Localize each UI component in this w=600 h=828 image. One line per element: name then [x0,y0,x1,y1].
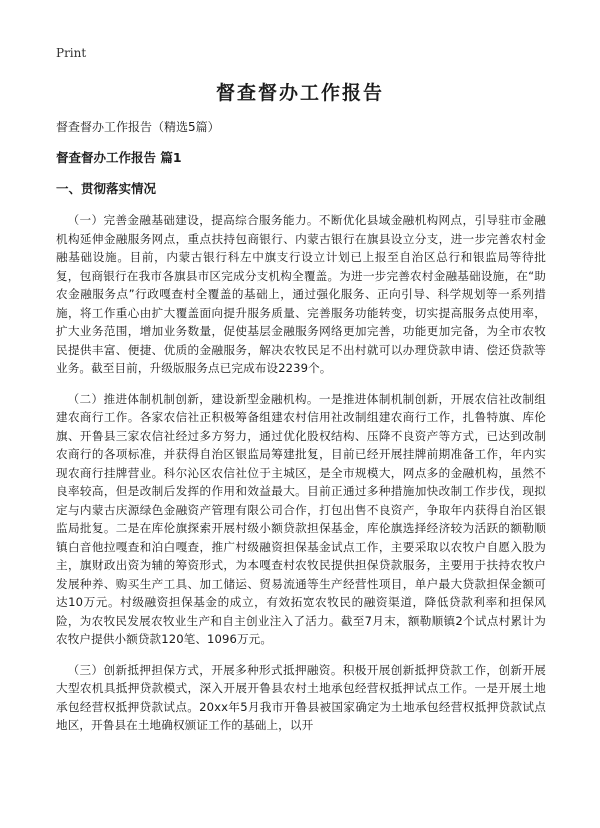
print-link[interactable]: Print [56,46,87,60]
document-title: 督查督办工作报告 [215,82,384,104]
paragraph-2: （二）推进体制机制创新，建设新型金融机构。一是推进体制机制创新，开展农信社改制组建农商行工作。各家农信社正积极筹备组建农村信用社改制组建农商行工作，扎鲁特旗、库伦旗、开鲁县三家农信社经过多方努力，通过优化股权结构、压降不良资产等方式，已达到改制农商行的各项标准，并获得自治区银监局筹建批复，目前已经开展挂牌前期准备工作，年内实现农商行挂牌营业。科尔沁区农信社位于主城区，是全市规模大，网点多的金融机构，虽然不良率较高，但是改制后发挥的作用和效益最大。目前正通过多种措施加快改制工作步伐，现拟定与内蒙古庆源绿色金融资产管理有限公司合作，打包出售不良资产，争取年内获得自治区银监局批复。二是在库伦旗探索开展村级小额贷款担保基金，库伦旗选择经济较为活跃的额勒顺镇白音他拉嘎查和泊白嘎查，推广村级融资担保基金试点工作，主要采取以农牧户自愿入股为主，旗财政出资为辅的筹资形式，为本嘎查村农牧民提供担保贷款服务，主要用于扶持农牧户发展种养、购买生产工具、加工储运、贸易流通等生产经营性项目，单户最大贷款担保金额可达10万元。村级融资担保基金的成立，有效拓宽农牧民的融资渠道，降低贷款利率和担保风险，为农牧民发展农牧业生产和自主创业注入了活力。截至7月末，额勒顺镇2个试点村累计为农牧户提供小额贷款120笔、1096万元。 [56,391,546,646]
document-subtitle: 督查督办工作报告（精选5篇） [56,120,220,134]
section-heading: 一、贯彻落实情况 [56,181,157,196]
document-body [56,118,546,747]
paragraph-3: （三）创新抵押担保方式，开展多种形式抵押融资。积极开展创新抵押贷款工作，创新开展大型农机具抵押贷款模式，深入开展开鲁县农村土地承包经营权抵押试点工作。一是开展土地承包经营权抵押贷款试点。20xx年5月我市开鲁县被国家确定为土地承包经营权抵押贷款试点地区，开鲁县在土地确权颁证工作的基础上，以开 [56,662,546,732]
paragraph-1: （一）完善金融基础建设，提高综合服务能力。不断优化县域金融机构网点，引导驻市金融机构延伸金融服务网点，重点扶持包商银行、内蒙古银行在旗县设立分支，进一步完善农村金融基础设施。目前，内蒙古银行科左中旗支行设立计划已上报至自治区总行和银监局等待批复，包商银行在我市各旗县市区完成分支机构全覆盖。为进一步完善农村金融基础设施，在“助农金融服务点”行政嘎查村全覆盖的基础上，通过强化服务、正向引导、科学规划等一系列措施，将工作重心由扩大覆盖面向提升服务质量、完善服务功能转变，切实提高服务点使用率，扩大业务范围，增加业务数量，促使基层金融服务网络更加完善，功能更加完备，为全市农牧民提供丰富、便捷、优质的金融服务，解决农牧民足不出村就可以办理贷款申请、偿还贷款等业务。截至目前，升级版服务点已完成布设2239个。 [56,213,546,375]
part-heading: 督查督办工作报告 篇1 [56,150,182,165]
